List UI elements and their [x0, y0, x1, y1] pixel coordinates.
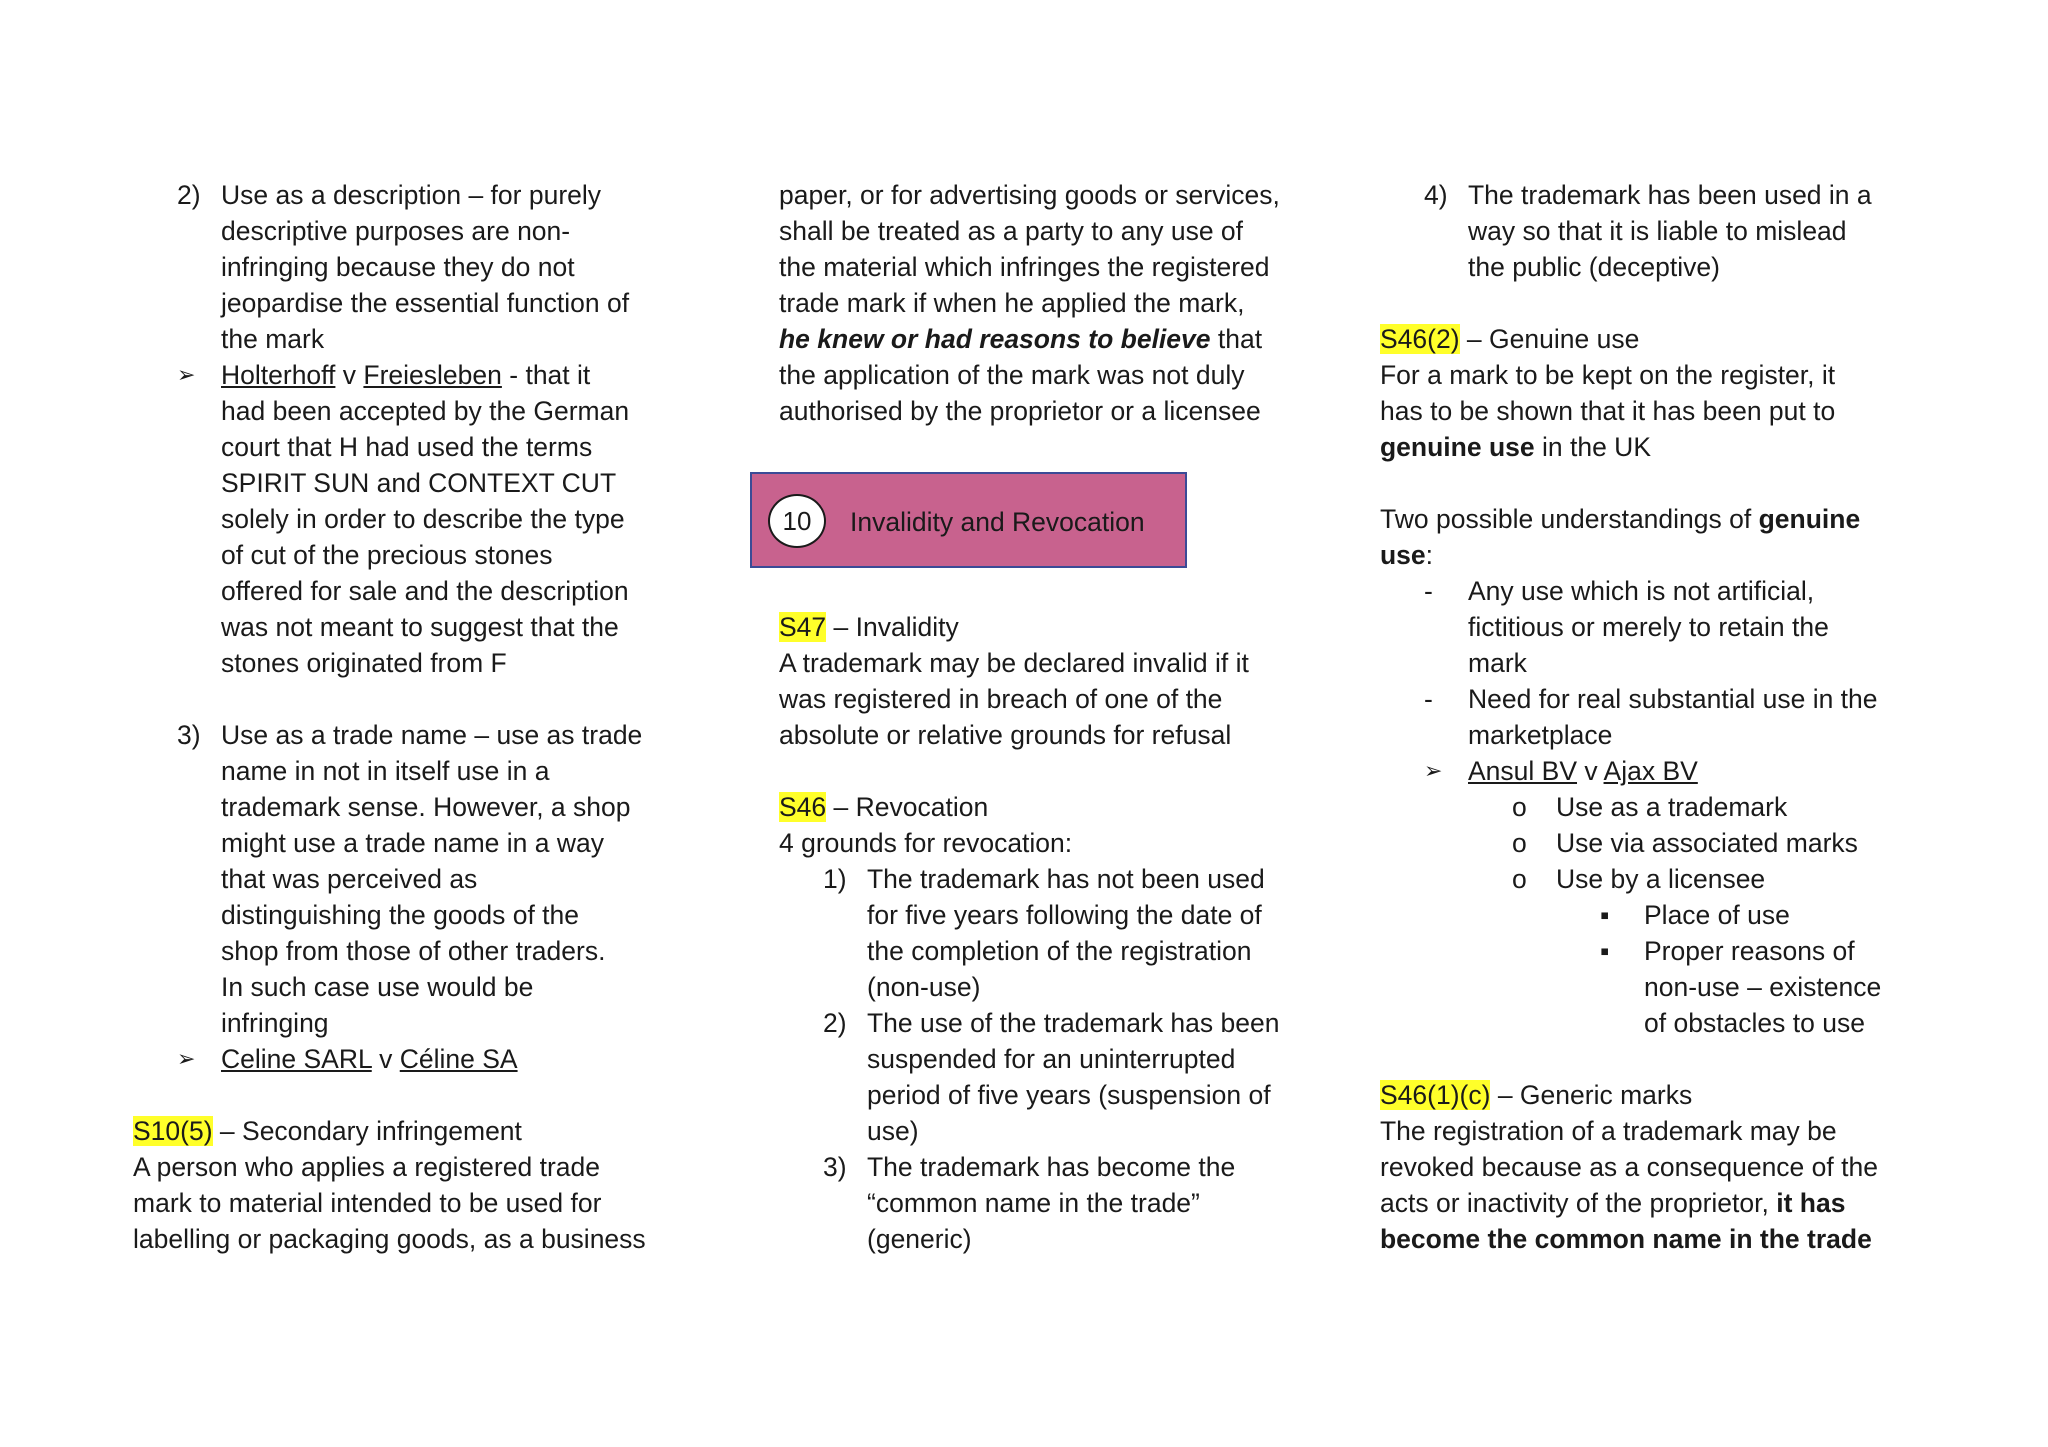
- case-versus: v: [1584, 756, 1598, 786]
- section-intro: 4 grounds for revocation:: [779, 828, 1073, 858]
- bold-term: genuine: [1758, 504, 1861, 534]
- section-text-line: mark to material intended to be used for: [133, 1188, 602, 1218]
- item-text-line: the mark: [221, 324, 325, 354]
- case-citation: [221, 1041, 697, 1077]
- case-text-line: SPIRIT SUN and CONTEXT CUT: [221, 468, 617, 498]
- item-text-line: non-use – existence: [1644, 972, 1882, 1002]
- item-text-line: way so that it is liable to mislead: [1468, 216, 1847, 246]
- section-text-line: become the common name in the trade: [1380, 1224, 1872, 1254]
- item-text-line: suspended for an uninterrupted: [867, 1044, 1236, 1074]
- case-party: Ansul BV: [1468, 756, 1578, 786]
- continued-text-line: trade mark if when he applied the mark,: [779, 288, 1245, 318]
- section-title: – Genuine use: [1466, 324, 1640, 354]
- column-left: [133, 177, 697, 1257]
- section-text-line: [1380, 537, 1920, 573]
- item-text-line: The use of the trademark has been: [867, 1008, 1280, 1038]
- plain-text: Two possible understandings of: [1380, 504, 1759, 534]
- item-text-line: the completion of the registration: [867, 936, 1252, 966]
- item-text-line: might use a trade name in a way: [221, 828, 604, 858]
- section-heading: [779, 609, 1319, 645]
- section-text-line: The registration of a trademark may be: [1380, 1116, 1837, 1146]
- item-number: 2): [823, 1008, 847, 1038]
- ground-item: [823, 861, 1319, 1005]
- section-text-line: absolute or relative grounds for refusal: [779, 720, 1232, 750]
- section-text-line: A trademark may be declared invalid if it: [779, 648, 1249, 678]
- case-party: Céline SA: [399, 1044, 518, 1074]
- case-item-celine: [177, 1041, 697, 1077]
- item-text-line: use): [867, 1116, 919, 1146]
- item-text-line: mark: [1468, 648, 1527, 678]
- continued-text-line: paper, or for advertising goods or services,: [779, 180, 1280, 210]
- plain-text: :: [1425, 540, 1434, 570]
- section-code-highlight: S47: [779, 612, 827, 642]
- circle-bullet: o: [1512, 792, 1527, 822]
- item-text-line: fictitious or merely to retain the: [1468, 612, 1829, 642]
- square-item: [1380, 897, 1920, 933]
- circle-bullet: o: [1512, 864, 1527, 894]
- item-text-line: the public (deceptive): [1468, 252, 1720, 282]
- circle-item: [1380, 825, 1920, 861]
- case-party: Celine SARL: [221, 1044, 372, 1074]
- bold-term: it has: [1776, 1188, 1846, 1218]
- section-text-line: [1380, 429, 1920, 465]
- item-text-line: Need for real substantial use in the: [1468, 684, 1878, 714]
- item-text-line: In such case use would be: [221, 972, 534, 1002]
- item-number: 2): [177, 180, 201, 210]
- section-text-line: revoked because as a consequence of the: [1380, 1152, 1878, 1182]
- case-party: Holterhoff: [221, 360, 336, 390]
- case-citation: [221, 357, 697, 393]
- ground-item: [823, 1005, 1319, 1149]
- case-versus: v: [379, 1044, 393, 1074]
- column-middle: [779, 177, 1319, 1257]
- item-text-line: (non-use): [867, 972, 981, 1002]
- continued-text-line: [779, 321, 1319, 357]
- numbered-item-4: [1380, 177, 1920, 285]
- case-party: Ajax BV: [1603, 756, 1698, 786]
- case-text-line: stones originated from F: [221, 648, 507, 678]
- circle-item: [1380, 789, 1920, 825]
- dash-bullet: -: [1424, 684, 1433, 714]
- ground-item: [823, 1149, 1319, 1257]
- column-right: [1380, 177, 1920, 1257]
- continued-text-line: the material which infringes the registered: [779, 252, 1270, 282]
- case-text-line: of cut of the precious stones: [221, 540, 553, 570]
- item-text-line: descriptive purposes are non-: [221, 216, 571, 246]
- section-title: – Generic marks: [1497, 1080, 1693, 1110]
- section-header-title: Invalidity and Revocation: [850, 507, 1145, 537]
- item-number: 1): [823, 864, 847, 894]
- dash-item: [1380, 681, 1920, 753]
- bold-term: use: [1380, 540, 1426, 570]
- case-text-line: solely in order to describe the type: [221, 504, 625, 534]
- section-text-line: was registered in breach of one of the: [779, 684, 1223, 714]
- section-code-highlight: S46(1)(c): [1380, 1080, 1491, 1110]
- item-text-line: of obstacles to use: [1644, 1008, 1865, 1038]
- item-text-line: Place of use: [1644, 900, 1790, 930]
- item-text-line: Use as a trade name – use as trade: [221, 720, 643, 750]
- item-text-line: period of five years (suspension of: [867, 1080, 1271, 1110]
- section-s10-5: [133, 1113, 697, 1257]
- emphasis-text: he knew or had reasons to believe: [779, 324, 1211, 354]
- case-item-ansul: [1380, 753, 1920, 789]
- case-party: Freiesleben: [363, 360, 502, 390]
- case-text-line: was not meant to suggest that the: [221, 612, 619, 642]
- item-text-line: (generic): [867, 1224, 972, 1254]
- item-text-line: The trademark has become the: [867, 1152, 1236, 1182]
- item-text-line: that was perceived as: [221, 864, 478, 894]
- section-header-box: [750, 472, 1187, 568]
- item-text-line: Use via associated marks: [1556, 828, 1858, 858]
- item-text-line: Any use which is not artificial,: [1468, 576, 1815, 606]
- section-number-circle: 10: [768, 494, 826, 548]
- arrow-bullet-icon: ➢: [177, 362, 196, 387]
- dash-item: [1380, 573, 1920, 681]
- grounds-list: [779, 861, 1319, 1257]
- item-text-line: for five years following the date of: [867, 900, 1262, 930]
- section-text-line: A person who applies a registered trade: [133, 1152, 600, 1182]
- item-text-line: Use as a trademark: [1556, 792, 1788, 822]
- section-text-line: [1380, 1185, 1920, 1221]
- section-heading: [779, 789, 1319, 825]
- section-title: – Invalidity: [833, 612, 959, 642]
- item-text-line: Proper reasons of: [1644, 936, 1855, 966]
- circle-bullet: o: [1512, 828, 1527, 858]
- item-number: 4): [1424, 180, 1448, 210]
- square-bullet: ▪: [1600, 936, 1610, 966]
- item-number: 3): [823, 1152, 847, 1182]
- item-text-line: distinguishing the goods of the: [221, 900, 580, 930]
- section-code-highlight: S10(5): [133, 1116, 213, 1146]
- item-text-line: marketplace: [1468, 720, 1613, 750]
- bold-term: genuine use: [1380, 432, 1535, 462]
- section-text-line: has to be shown that it has been put to: [1380, 396, 1836, 426]
- plain-text: that: [1210, 324, 1263, 354]
- section-heading: [133, 1113, 697, 1149]
- plain-text: in the UK: [1534, 432, 1651, 462]
- section-text-line: [1380, 501, 1920, 537]
- item-text-line: infringing because they do not: [221, 252, 575, 282]
- square-bullet: ▪: [1600, 900, 1610, 930]
- continued-text-line: authorised by the proprietor or a licensee: [779, 396, 1261, 426]
- case-item-holterhoff: [177, 357, 697, 681]
- square-item: [1380, 933, 1920, 1041]
- section-code-highlight: S46(2): [1380, 324, 1460, 354]
- circle-item: [1380, 861, 1920, 897]
- numbered-item-3: [177, 717, 697, 1041]
- numbered-item-2: [177, 177, 697, 357]
- section-title: – Revocation: [833, 792, 989, 822]
- section-code-highlight: S46: [779, 792, 827, 822]
- dash-bullet: -: [1424, 576, 1433, 606]
- item-text-line: infringing: [221, 1008, 329, 1038]
- arrow-bullet-icon: ➢: [177, 1046, 196, 1071]
- continued-text-line: the application of the mark was not duly: [779, 360, 1245, 390]
- item-text-line: The trademark has not been used: [867, 864, 1265, 894]
- section-text-line: For a mark to be kept on the register, it: [1380, 360, 1836, 390]
- case-citation: [1468, 753, 1920, 789]
- section-heading: [1380, 1077, 1920, 1113]
- item-text-line: “common name in the trade”: [867, 1188, 1200, 1218]
- item-text-line: Use as a description – for purely: [221, 180, 602, 210]
- case-text-line: court that H had used the terms: [221, 432, 593, 462]
- item-number: 3): [177, 720, 201, 750]
- continued-text-line: shall be treated as a party to any use of: [779, 216, 1244, 246]
- section-heading: [1380, 321, 1920, 357]
- item-text-line: jeopardise the essential function of: [221, 288, 630, 318]
- case-versus: v: [342, 360, 357, 390]
- case-text-line: had been accepted by the German: [221, 396, 630, 426]
- item-text-line: Use by a licensee: [1556, 864, 1766, 894]
- arrow-bullet-icon: ➢: [1424, 758, 1443, 783]
- item-text-line: name in not in itself use in a: [221, 756, 550, 786]
- item-text-line: The trademark has been used in a: [1468, 180, 1872, 210]
- case-text: - that it: [509, 360, 591, 390]
- item-text-line: trademark sense. However, a shop: [221, 792, 631, 822]
- case-text-line: offered for sale and the description: [221, 576, 629, 606]
- plain-text: acts or inactivity of the proprietor,: [1380, 1188, 1777, 1218]
- section-title: – Secondary infringement: [219, 1116, 522, 1146]
- section-text-line: labelling or packaging goods, as a business: [133, 1224, 646, 1254]
- item-text-line: shop from those of other traders.: [221, 936, 606, 966]
